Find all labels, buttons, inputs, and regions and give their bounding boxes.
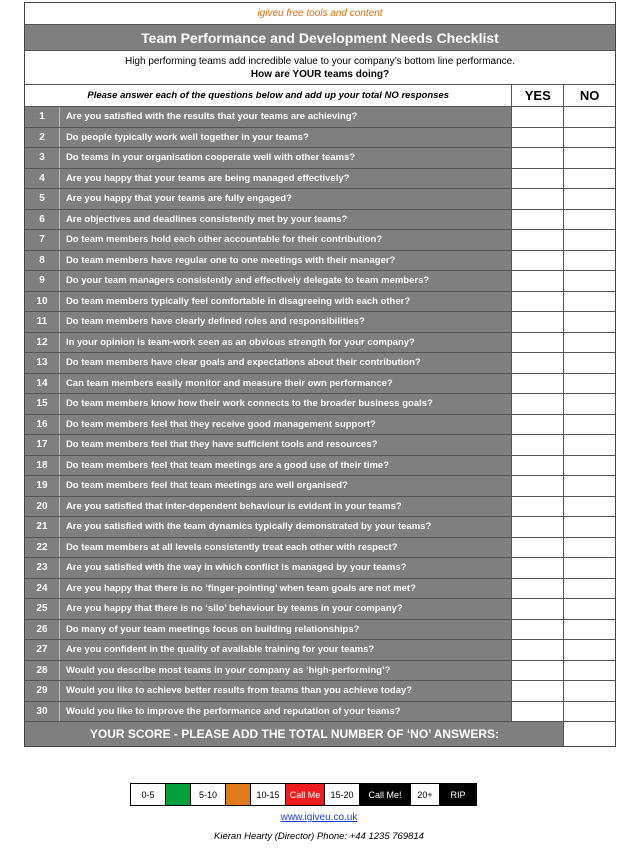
no-answer-cell[interactable] (564, 312, 615, 332)
table-row (25, 681, 615, 702)
question-text: Can team members easily monitor and measure their own performance? (60, 374, 512, 394)
no-answer-cell[interactable] (564, 579, 615, 599)
no-answer-cell[interactable] (564, 456, 615, 476)
yes-answer-cell[interactable] (512, 702, 564, 722)
table-row (25, 189, 615, 210)
question-text: Are you satisfied with the results that your teams are achieving? (60, 107, 512, 127)
question-list (25, 107, 615, 722)
question-text: Are you satisfied with the way in which conflict is managed by your teams? (60, 558, 512, 578)
table-row (25, 435, 615, 456)
yes-answer-cell[interactable] (512, 271, 564, 291)
table-row (25, 107, 615, 128)
question-number: 11 (25, 312, 60, 332)
no-answer-cell[interactable] (564, 415, 615, 435)
question-text: Do team members feel that team meetings are well organised? (60, 476, 512, 496)
table-row (25, 558, 615, 579)
question-text: Are you happy that there is no ‘silo’ behaviour by teams in your company? (60, 599, 512, 619)
yes-answer-cell[interactable] (512, 661, 564, 681)
table-row (25, 210, 615, 231)
question-number: 7 (25, 230, 60, 250)
no-answer-cell[interactable] (564, 497, 615, 517)
question-text: Are you satisfied with the team dynamics typically demonstrated by your teams? (60, 517, 512, 537)
page-title: Team Performance and Development Needs Checklist (25, 25, 615, 51)
legend-item: Call Me! (360, 784, 411, 805)
question-text: In your opinion is team-work seen as an obvious strength for your company? (60, 333, 512, 353)
table-row (25, 497, 615, 518)
question-text: Would you like to achieve better results from teams than you achieve today? (60, 681, 512, 701)
table-row (25, 661, 615, 682)
yes-answer-cell[interactable] (512, 292, 564, 312)
yes-answer-cell[interactable] (512, 374, 564, 394)
yes-answer-cell[interactable] (512, 230, 564, 250)
table-row (25, 456, 615, 477)
no-answer-cell[interactable] (564, 353, 615, 373)
question-number: 13 (25, 353, 60, 373)
question-text: Are you satisfied that inter-dependent behaviour is evident in your teams? (60, 497, 512, 517)
question-text: Do teams in your organisation cooperate well with other teams? (60, 148, 512, 168)
table-row (25, 128, 615, 149)
contact-info: Kieran Hearty (Director) Phone: +44 1235 769814 (214, 831, 424, 842)
no-answer-cell[interactable] (564, 271, 615, 291)
legend-item: 15-20 (325, 784, 360, 805)
yes-answer-cell[interactable] (512, 517, 564, 537)
no-answer-cell[interactable] (564, 681, 615, 701)
yes-answer-cell[interactable] (512, 333, 564, 353)
no-answer-cell[interactable] (564, 210, 615, 230)
no-answer-cell[interactable] (564, 558, 615, 578)
question-number: 12 (25, 333, 60, 353)
table-row (25, 415, 615, 436)
legend-item: 0-5 (131, 784, 166, 805)
question-number: 17 (25, 435, 60, 455)
table-row (25, 517, 615, 538)
yes-answer-cell[interactable] (512, 148, 564, 168)
question-text: Do team members have clear goals and expectations about their contribution? (60, 353, 512, 373)
question-number: 26 (25, 620, 60, 640)
question-number: 21 (25, 517, 60, 537)
table-row (25, 169, 615, 190)
table-row (25, 271, 615, 292)
no-column-header: NO (579, 88, 600, 103)
yes-answer-cell[interactable] (512, 394, 564, 414)
no-answer-cell[interactable] (564, 230, 615, 250)
yes-answer-cell[interactable] (512, 107, 564, 127)
intro-line-2: How are YOUR teams doing? (250, 68, 390, 80)
question-number: 14 (25, 374, 60, 394)
table-row (25, 353, 615, 374)
score-row (25, 722, 615, 746)
yes-answer-cell[interactable] (512, 353, 564, 373)
score-label: YOUR SCORE - PLEASE ADD THE TOTAL NUMBER OF ‘NO’ ANSWERS: (26, 722, 564, 746)
no-answer-cell[interactable] (564, 476, 615, 496)
no-answer-cell[interactable] (564, 292, 615, 312)
question-number: 8 (25, 251, 60, 271)
question-number: 16 (25, 415, 60, 435)
yes-answer-cell[interactable] (512, 640, 564, 660)
yes-answer-cell[interactable] (512, 189, 564, 209)
question-text: Are you happy that your teams are fully engaged? (60, 189, 512, 209)
question-text: Are you happy that there is no ‘finger-pointing’ when team goals are not met? (60, 579, 512, 599)
intro (25, 51, 615, 85)
question-text: Do people typically work well together in your teams? (60, 128, 512, 148)
no-answer-cell[interactable] (564, 169, 615, 189)
table-row (25, 292, 615, 313)
yes-answer-cell[interactable] (512, 558, 564, 578)
no-answer-cell[interactable] (564, 128, 615, 148)
column-header-row (25, 85, 615, 107)
yes-answer-cell[interactable] (512, 476, 564, 496)
question-number: 15 (25, 394, 60, 414)
question-text: Do many of your team meetings focus on building relationships? (60, 620, 512, 640)
no-answer-cell[interactable] (564, 620, 615, 640)
question-text: Do team members feel that they receive good management support? (60, 415, 512, 435)
yes-answer-cell[interactable] (512, 210, 564, 230)
no-answer-cell[interactable] (564, 599, 615, 619)
question-number: 9 (25, 271, 60, 291)
no-answer-cell[interactable] (564, 640, 615, 660)
no-answer-cell[interactable] (564, 661, 615, 681)
table-row (25, 312, 615, 333)
yes-answer-cell[interactable] (512, 579, 564, 599)
question-text: Do your team managers consistently and effectively delegate to team members? (60, 271, 512, 291)
question-text: Do team members feel that they have sufficient tools and resources? (60, 435, 512, 455)
yes-answer-cell[interactable] (512, 435, 564, 455)
question-number: 25 (25, 599, 60, 619)
checklist-sheet (24, 2, 616, 747)
legend-item: RIP (440, 784, 476, 805)
legend-item: 5-10 (191, 784, 226, 805)
question-number: 4 (25, 169, 60, 189)
question-number: 30 (25, 702, 60, 722)
yes-answer-cell[interactable] (512, 251, 564, 271)
no-answer-cell[interactable] (564, 702, 615, 722)
question-number: 6 (25, 210, 60, 230)
question-number: 28 (25, 661, 60, 681)
question-text: Are you happy that your teams are being managed effectively? (60, 169, 512, 189)
yes-answer-cell[interactable] (512, 312, 564, 332)
question-text: Would you describe most teams in your company as ‘high-performing’? (60, 661, 512, 681)
table-row (25, 148, 615, 169)
no-answer-cell[interactable] (564, 517, 615, 537)
table-row (25, 538, 615, 559)
no-answer-cell[interactable] (564, 148, 615, 168)
question-text: Are objectives and deadlines consistently met by your teams? (60, 210, 512, 230)
question-number: 22 (25, 538, 60, 558)
table-row (25, 374, 615, 395)
yes-column-header: YES (512, 85, 564, 106)
yes-answer-cell[interactable] (512, 497, 564, 517)
question-number: 3 (25, 148, 60, 168)
table-row (25, 702, 615, 723)
question-number: 18 (25, 456, 60, 476)
question-number: 27 (25, 640, 60, 660)
yes-answer-cell[interactable] (512, 169, 564, 189)
question-text: Do team members at all levels consistently treat each other with respect? (60, 538, 512, 558)
question-number: 2 (25, 128, 60, 148)
table-row (25, 394, 615, 415)
question-number: 1 (25, 107, 60, 127)
table-row (25, 599, 615, 620)
table-row (25, 251, 615, 272)
top-note: igiveu free tools and content (25, 3, 615, 25)
question-number: 24 (25, 579, 60, 599)
yes-answer-cell[interactable] (512, 128, 564, 148)
yes-answer-cell[interactable] (512, 456, 564, 476)
question-text: Do team members have clearly defined roles and responsibilities? (60, 312, 512, 332)
legend-item: 10-15 (251, 784, 286, 805)
question-number: 19 (25, 476, 60, 496)
question-text: Would you like to improve the performance and reputation of your teams? (60, 702, 512, 722)
no-answer-cell[interactable] (564, 189, 615, 209)
no-answer-cell[interactable] (564, 107, 615, 127)
question-number: 29 (25, 681, 60, 701)
yes-answer-cell[interactable] (512, 538, 564, 558)
legend-item: 20+ (411, 784, 440, 805)
table-row (25, 476, 615, 497)
question-text: Do team members hold each other accountable for their contribution? (60, 230, 512, 250)
no-answer-cell[interactable] (564, 374, 615, 394)
question-number: 10 (25, 292, 60, 312)
question-text: Do team members know how their work connects to the broader business goals? (60, 394, 512, 414)
no-answer-cell[interactable] (564, 251, 615, 271)
question-text: Do team members have regular one to one meetings with their manager? (60, 251, 512, 271)
table-row (25, 333, 615, 354)
no-answer-cell[interactable] (564, 538, 615, 558)
legend-item: Call Me (286, 784, 325, 805)
instructions: Please answer each of the questions below and add up your total NO responses (25, 85, 512, 106)
question-text: Are you confident in the quality of available training for your teams? (60, 640, 512, 660)
no-answer-cell[interactable] (564, 435, 615, 455)
table-row (25, 230, 615, 251)
website-link[interactable]: www.igiveu.co.uk (280, 812, 358, 823)
question-number: 5 (25, 189, 60, 209)
legend-color-swatch (166, 784, 191, 805)
table-row (25, 640, 615, 661)
score-input-cell[interactable] (564, 722, 615, 746)
no-answer-cell[interactable] (564, 333, 615, 353)
table-row (25, 579, 615, 600)
table-row (25, 620, 615, 641)
intro-line-1: High performing teams add incredible value to your company’s bottom line performance. (124, 55, 515, 67)
question-number: 20 (25, 497, 60, 517)
yes-answer-cell[interactable] (512, 415, 564, 435)
yes-answer-cell[interactable] (512, 599, 564, 619)
legend-color-swatch (226, 784, 251, 805)
no-answer-cell[interactable] (564, 394, 615, 414)
question-number: 23 (25, 558, 60, 578)
question-text: Do team members typically feel comfortable in disagreeing with each other? (60, 292, 512, 312)
yes-answer-cell[interactable] (512, 681, 564, 701)
score-legend (130, 783, 477, 806)
yes-answer-cell[interactable] (512, 620, 564, 640)
question-text: Do team members feel that team meetings are a good use of their time? (60, 456, 512, 476)
